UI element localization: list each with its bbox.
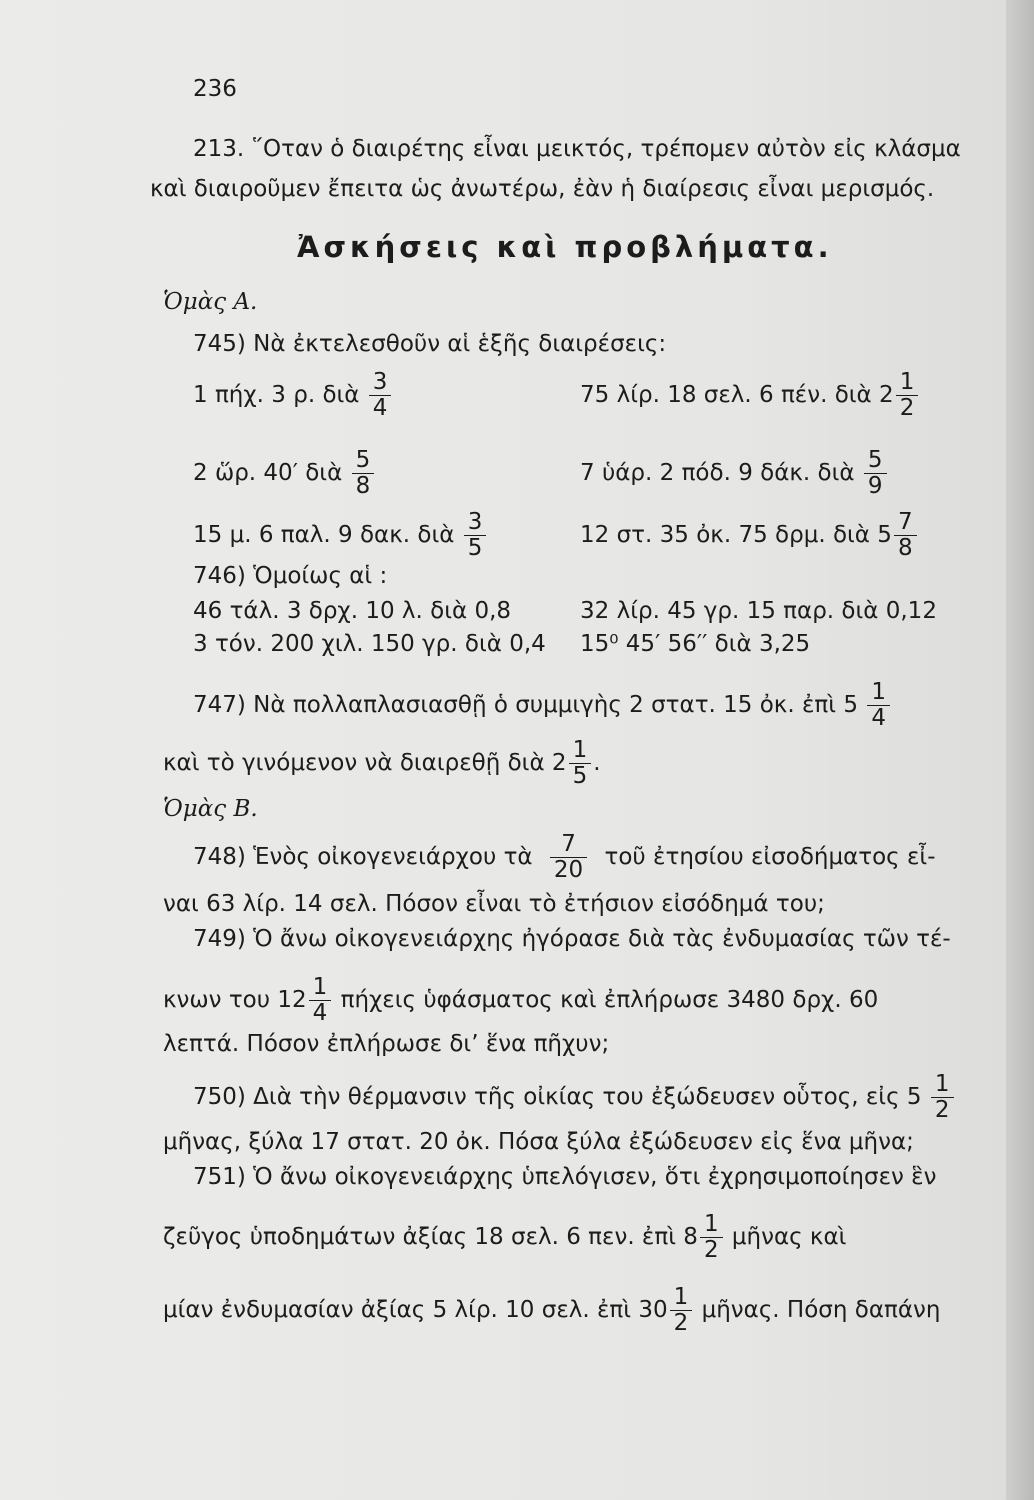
exercise-745-item-6 — [580, 510, 919, 561]
fraction — [352, 448, 375, 499]
line-text: 750) Διὰ τὴν θέρμανσιν τῆς οἰκίας του ἐξώδευσεν οὗτος, εἰς 5 — [193, 1084, 922, 1110]
exercise-745-item-1 — [193, 370, 393, 421]
item-text: 15 μ. 6 παλ. 9 δακ. διὰ — [193, 522, 455, 548]
fraction — [309, 975, 332, 1026]
item-text: 12 στ. 35 ὀκ. 75 δρμ. διὰ — [580, 522, 870, 548]
numerator: 1 — [931, 1072, 954, 1098]
numerator: 1 — [867, 680, 890, 706]
fraction — [670, 1285, 693, 1336]
line-text: πήχεις ὑφάσματος καὶ ἐπλήρωσε 3480 δρχ. 60 — [340, 987, 879, 1013]
exercise-746-item-3: 3 τόν. 200 χιλ. 150 γρ. διὰ 0,4 — [193, 631, 546, 657]
denominator: 5 — [572, 763, 588, 789]
fraction — [867, 680, 890, 731]
denominator: 8 — [897, 535, 913, 561]
line-text: μῆνας. Πόση δαπάνη — [701, 1297, 941, 1323]
numerator: 5 — [352, 448, 375, 474]
group-b-label: Ὁμὰς Β. — [163, 796, 258, 822]
group-a-label: Ὁμὰς Α. — [163, 289, 258, 315]
line-text: κνων του 12 — [163, 987, 307, 1013]
line-text: μῆνας καὶ — [731, 1224, 847, 1250]
exercise-746-intro: 746) Ὁμοίως αἱ : — [193, 563, 388, 589]
exercise-748-line2: ναι 63 λίρ. 14 σελ. Πόσον εἶναι τὸ ἐτήσιον εἰσόδημά του; — [163, 891, 825, 917]
denominator: 2 — [673, 1310, 689, 1336]
fraction — [894, 510, 917, 561]
numerator: 1 — [896, 370, 919, 396]
fraction — [550, 832, 587, 883]
denominator: 20 — [553, 857, 584, 883]
line-text: καὶ τὸ γινόμενον νὰ διαιρεθῇ διὰ 2 — [163, 750, 567, 776]
line-text: 748) Ἑνὸς οἰκογενειάρχου τὰ — [193, 844, 533, 870]
exercise-745-item-5 — [193, 510, 488, 561]
fraction — [369, 370, 392, 421]
numerator: 1 — [700, 1212, 723, 1238]
numerator: 7 — [550, 832, 587, 858]
fraction — [700, 1212, 723, 1263]
exercise-745-intro: 745) Νὰ ἐκτελεσθοῦν αἱ ἑξῆς διαιρέσεις: — [193, 331, 667, 357]
numerator: 3 — [464, 510, 487, 536]
line-end: . — [593, 750, 601, 776]
exercise-745-item-2 — [580, 370, 920, 421]
numerator: 1 — [569, 738, 592, 764]
denominator: 2 — [934, 1097, 950, 1123]
line-text: 747) Νὰ πολλαπλασιασθῇ ὁ συμμιγὴς 2 στατ. 15 ὀκ. ἐπὶ 5 — [193, 692, 858, 718]
whole-part: 5 — [877, 522, 892, 548]
exercise-749-line2 — [163, 975, 878, 1026]
exercise-745-item-4 — [580, 448, 889, 499]
numerator: 1 — [670, 1285, 693, 1311]
page-edge-shadow — [1006, 0, 1034, 1500]
exercise-750-line1 — [193, 1072, 956, 1123]
fraction — [569, 738, 592, 789]
denominator: 4 — [312, 1000, 328, 1026]
exercise-745-item-3 — [193, 448, 376, 499]
exercise-747-line2 — [163, 738, 601, 789]
exercise-748-line1 — [193, 832, 936, 883]
exercise-746-item-1: 46 τάλ. 3 δρχ. 10 λ. διὰ 0,8 — [193, 598, 512, 624]
numerator: 1 — [309, 975, 332, 1001]
denominator: 2 — [899, 395, 915, 421]
rule-213-line2: καὶ διαιροῦμεν ἔπειτα ὡς ἀνωτέρω, ἐὰν ἡ διαίρεσις εἶναι μερισμός. — [150, 176, 935, 202]
item-text: 1 πήχ. 3 ρ. διὰ — [193, 382, 360, 408]
exercise-746-item-4: 15⁰ 45′ 56′′ διὰ 3,25 — [580, 631, 811, 657]
item-text: 2 ὥρ. 40′ διὰ — [193, 460, 343, 486]
exercise-749-line3: λεπτά. Πόσον ἐπλήρωσε δι’ ἕνα πῆχυν; — [163, 1031, 610, 1057]
exercise-747-line1 — [193, 680, 892, 731]
exercise-751-line3 — [163, 1285, 940, 1336]
fraction — [464, 510, 487, 561]
line-text: ζεῦγος ὑποδημάτων ἀξίας 18 σελ. 6 πεν. ἐπὶ 8 — [163, 1224, 698, 1250]
page-number: 236 — [193, 76, 237, 102]
fraction — [931, 1072, 954, 1123]
numerator: 7 — [894, 510, 917, 536]
exercise-746-item-2: 32 λίρ. 45 γρ. 15 παρ. διὰ 0,12 — [580, 598, 937, 624]
item-text: 75 λίρ. 18 σελ. 6 πέν. διὰ — [580, 382, 872, 408]
exercise-751-line2 — [163, 1212, 846, 1263]
numerator: 3 — [369, 370, 392, 396]
denominator: 4 — [372, 395, 388, 421]
denominator: 4 — [871, 705, 886, 731]
denominator: 8 — [355, 473, 371, 499]
line-text: μίαν ἐνδυμασίαν ἀξίας 5 λίρ. 10 σελ. ἐπὶ 30 — [163, 1297, 668, 1323]
section-heading: Ἀσκήσεις καὶ προβλήματα. — [297, 230, 833, 264]
exercise-750-line2: μῆνας, ξύλα 17 στατ. 20 ὀκ. Πόσα ξύλα ἐξώδευσεν εἰς ἕνα μῆνα; — [163, 1129, 914, 1155]
numerator: 5 — [864, 448, 887, 474]
exercise-749-line1: 749) Ὁ ἄνω οἰκογενειάρχης ἠγόρασε διὰ τὰς ἐνδυμασίας τῶν τέ- — [193, 926, 951, 952]
rule-213-line1: 213. ῞Οταν ὁ διαιρέτης εἶναι μεικτός, τρέπομεν αὐτὸν εἰς κλάσμα — [193, 136, 961, 162]
item-text: 7 ὑάρ. 2 πόδ. 9 δάκ. διὰ — [580, 460, 855, 486]
denominator: 2 — [703, 1237, 719, 1263]
denominator: 9 — [867, 473, 883, 499]
fraction — [864, 448, 887, 499]
denominator: 5 — [467, 535, 483, 561]
fraction — [896, 370, 919, 421]
exercise-751-line1: 751) Ὁ ἄνω οἰκογενειάρχης ὑπελόγισεν, ὅτι ἐχρησιμοποίησεν ἓν — [193, 1164, 937, 1190]
line-text: τοῦ ἐτησίου εἰσοδήματος εἶ- — [604, 844, 936, 870]
whole-part: 2 — [879, 382, 894, 408]
